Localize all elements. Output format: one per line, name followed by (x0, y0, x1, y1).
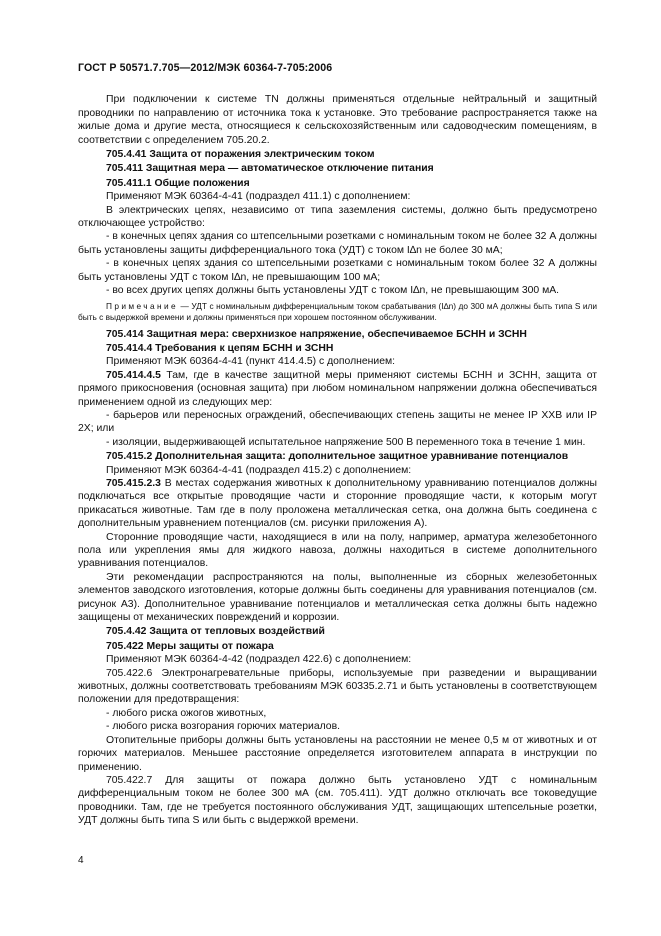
note-label: Примечание (106, 300, 179, 311)
heading-705-411-1: 705.411.1 Общие положения (106, 177, 250, 189)
heading-705-422: 705.422 Меры защиты от пожара (106, 640, 274, 652)
note-udt-type-s (78, 301, 597, 323)
list-item-barriers: - барьеров или переносных ограждений, обеспечивающих степень защиты не менее IP XXB или IP 2X; или (78, 409, 597, 435)
note-text: — УДТ с номинальным дифференциальным током срабатывания (I∆n) до 300 мА должны быть типа S или быть с выдержкой времени и должны применяться при хорошем постоянном обслуживании. (78, 300, 597, 322)
paragraph-circuits-device: В электрических цепях, независимо от типа заземления системы, должно быть предусмотрено отключающее устройство: (78, 204, 597, 230)
heading-705-4-42: 705.4.42 Защита от тепловых воздействий (106, 626, 325, 638)
paragraph-apply-415-2: Применяют МЭК 60364-4-41 (подраздел 415.2) с дополнением: (106, 464, 412, 476)
paragraph-705-415-2-3 (78, 477, 597, 531)
list-item-ignition: - любого риска возгорания горючих материалов. (106, 721, 340, 733)
list-item-insulation: - изоляции, выдерживающей испытательное напряжение 500 В переменного тока в течение 1 мин. (106, 436, 586, 448)
heading-705-414-4: 705.414.4 Требования к цепям БСНН и ЗСНН (106, 342, 334, 354)
paragraph-705-422-6: 705.422.6 Электронагревательные приборы, используемые при разведении и выращивании животных, должны соответствовать требованиям МЭК 60335.2.71 и быть установлены в соответствующем положении для предотвращения: (78, 667, 597, 706)
paragraph-tn-system: При подключении к системе TN должны применяться отдельные нейтральный и защитный проводники по направлению от источника тока к установке. Это требование распространяется также на жилые дома и другие места, относящиеся к сельскохозяйственным или садоводческим помещениям, в соответствии с определением 705.20.2. (78, 94, 597, 146)
heading-705-414: 705.414 Защитная мера: сверхнизкое напряжение, обеспечиваемое БСНН и ЗСНН (106, 328, 527, 340)
paragraph-apply-414-4-5: Применяют МЭК 60364-4-41 (пункт 414.4.5) с дополнением: (106, 356, 396, 368)
heading-705-411: 705.411 Защитная мера — автоматическое отключение питания (106, 163, 434, 175)
paragraph-705-422-7: 705.422.7 Для защиты от пожара должно быть установлено УДТ с номинальным дифференциальным током не более 300 мА (см. 705.411). УДТ должно отключать все токоведущие проводники. Там, где не требуется постоянного обслуживания УДТ, защищающих штепсельные розетки, УДТ должны быть типа S или быть с выдержкой времени. (78, 774, 597, 827)
document-header: ГОСТ Р 50571.7.705—2012/МЭК 60364-7-705:2006 (78, 62, 333, 74)
paragraph-recommendations: Эти рекомендации распространяются на полы, выполненные из сборных железобетонных элементов заводского изготовления, которые должны быть соединены для уравнивания потенциалов (см. рисунок А3). Дополнительное уравнивание потенциалов и металлическая сетка должны быть надежно защищены от механических повреждений и коррозии. (78, 571, 597, 624)
clause-number-705-415-2-3: 705.415.2.3 (106, 477, 161, 489)
paragraph-apply-422-6: Применяют МЭК 60364-4-42 (подраздел 422.6) с дополнением: (106, 654, 412, 666)
paragraph-heating-distance: Отопительные приборы должны быть установлены на расстоянии не менее 0,5 м от животных и от горючих материалов. Меньшее расстояние определяется изготовителем аппарата в инструкции по применению. (78, 734, 597, 773)
paragraph-705-414-4-5 (78, 369, 597, 409)
list-item-32a-30ma: - в конечных цепях здания со штепсельными розетками с номинальным током не более 32 А должны быть установлены защиты дифференциального тока (УДТ) с током I∆n не более 30 мА; (78, 231, 597, 256)
clause-text-705-414-4-5: Там, где в качестве защитной меры применяют системы БСНН и ЗСНН, защита от прямого прикосновения (основная защита) при любом номинальном напряжении должна обеспечиваться применением одной из следующих мер: (78, 369, 597, 408)
document-body (78, 93, 597, 827)
heading-705-4-41: 705.4.41 Защита от поражения электрическим током (106, 149, 375, 161)
paragraph-extraneous-parts: Сторонние проводящие части, находящиеся в или на полу, например, арматура железобетонного пола или укрепления ямы для жидкого навоза, должны находиться в системе дополнительного уравнивания потенциалов. (78, 531, 597, 570)
list-item-burns: - любого риска ожогов животных, (106, 707, 267, 719)
list-item-other-300ma: - во всех других цепях должны быть установлены УДТ с током I∆n, не превышающим 300 мА. (106, 285, 560, 297)
paragraph-apply-411-1: Применяют МЭК 60364-4-41 (подраздел 411.1) с дополнением: (106, 191, 411, 203)
clause-number-705-414-4-5: 705.414.4.5 (106, 369, 161, 381)
clause-text-705-415-2-3: В местах содержания животных к дополнительному уравниванию потенциалов должны подключаться все открытые проводящие части и сторонние проводящие части, к которым могут прикасаться животные. Там где в полу проложена металлическая сетка, она должна быть соединена с дополнительным уравнением потенциалов (см. рисунки приложения А). (78, 477, 597, 530)
heading-705-415-2: 705.415.2 Дополнительная защита: дополнительное защитное уравнивание потенциалов (106, 451, 569, 463)
page-number: 4 (78, 855, 84, 866)
list-item-over-32a-100ma: - в конечных цепях здания со штепсельными розетками с номинальным током более 32 А должны быть установлены УДТ с током I∆n, не превышающим 100 мА; (78, 258, 597, 283)
